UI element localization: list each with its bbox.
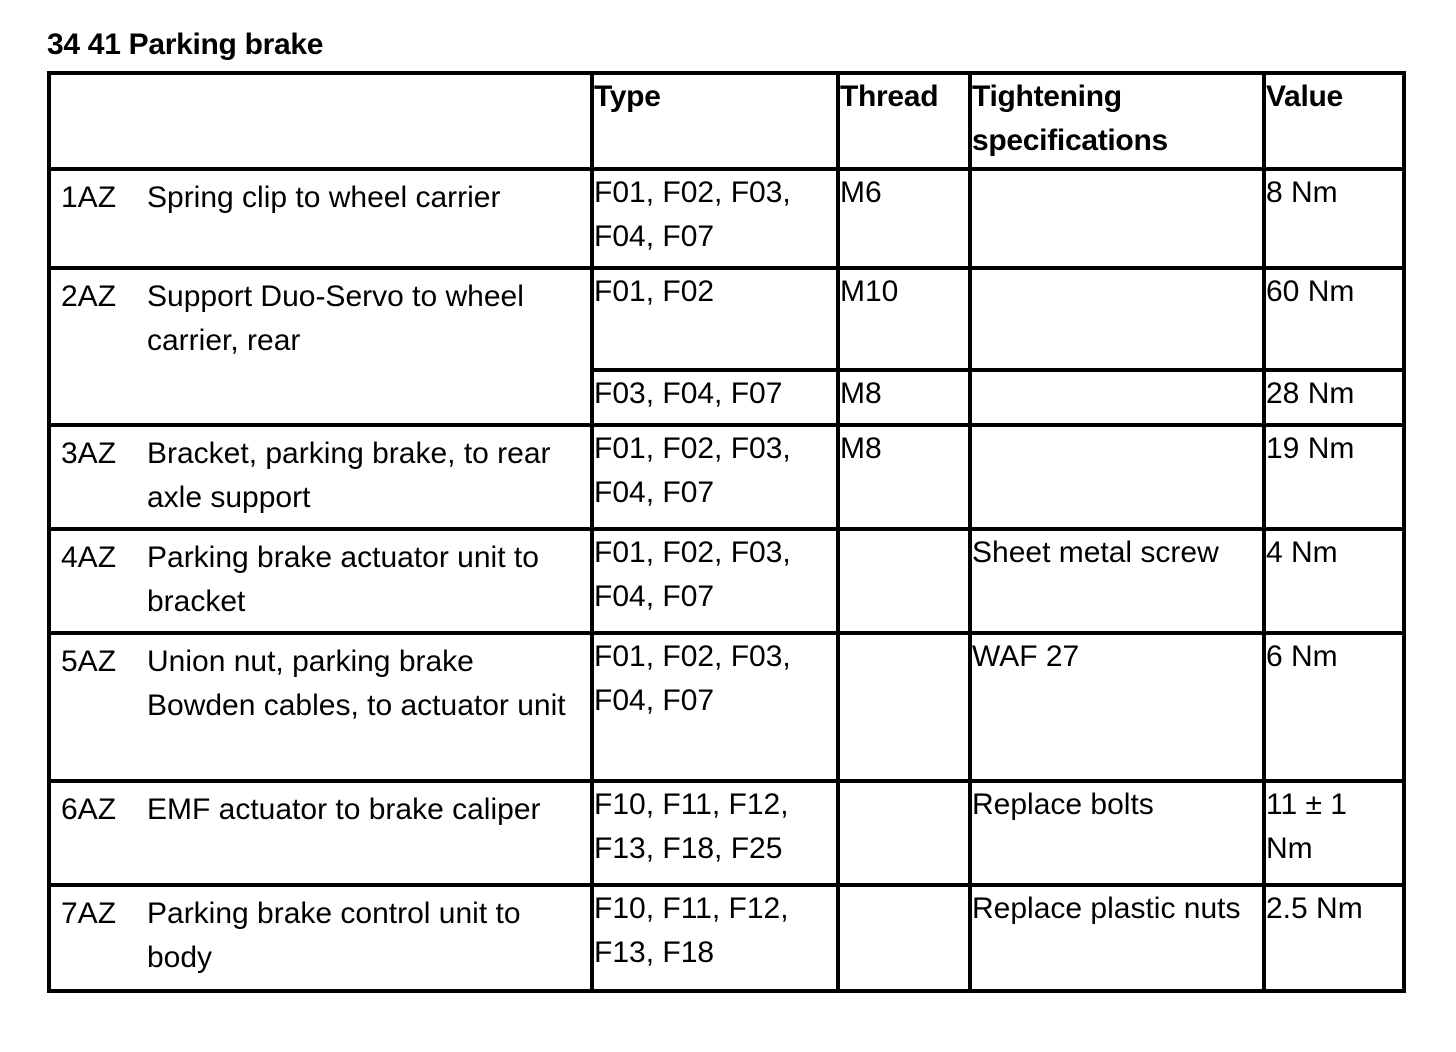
table-row — [49, 169, 1404, 268]
tightening-cell: WAF 27 — [970, 633, 1264, 781]
thread-cell: M8 — [838, 425, 970, 529]
item-cell — [49, 633, 592, 781]
thread-cell — [838, 633, 970, 781]
header-row — [49, 73, 1404, 169]
table-row — [49, 781, 1404, 885]
item-description: Union nut, parking brake Bowden cables, to actuator unit — [147, 645, 566, 722]
type-cell: F03, F04, F07 — [592, 370, 838, 425]
value-cell: 8 Nm — [1264, 169, 1404, 268]
item-cell — [49, 425, 592, 529]
item-id: 5AZ — [61, 645, 117, 678]
torque-spec-table — [47, 71, 1406, 993]
item-id: 3AZ — [61, 437, 117, 470]
value-cell: 11 ± 1 Nm — [1264, 781, 1404, 885]
tightening-cell — [970, 370, 1264, 425]
item-description: EMF actuator to brake caliper — [147, 793, 541, 826]
tightening-cell: Replace plastic nuts — [970, 885, 1264, 991]
value-cell: 60 Nm — [1264, 268, 1404, 370]
item-description: Spring clip to wheel carrier — [147, 181, 501, 214]
type-cell: F01, F02, F03, F04, F07 — [592, 169, 838, 268]
header-tightening: Tightening specifications — [970, 73, 1264, 169]
table-row — [49, 425, 1404, 529]
item-id: 6AZ — [61, 793, 117, 826]
type-cell: F10, F11, F12, F13, F18 — [592, 885, 838, 991]
thread-cell: M10 — [838, 268, 970, 370]
tightening-cell: Replace bolts — [970, 781, 1264, 885]
value-cell: 6 Nm — [1264, 633, 1404, 781]
thread-cell — [838, 885, 970, 991]
item-cell — [49, 268, 592, 425]
header-thread: Thread — [838, 73, 970, 169]
value-cell: 4 Nm — [1264, 529, 1404, 633]
type-cell: F01, F02 — [592, 268, 838, 370]
item-cell — [49, 885, 592, 991]
type-cell: F01, F02, F03, F04, F07 — [592, 425, 838, 529]
header-type: Type — [592, 73, 838, 169]
table-row — [49, 885, 1404, 991]
thread-cell: M6 — [838, 169, 970, 268]
header-value: Value — [1264, 73, 1404, 169]
tightening-cell — [970, 268, 1264, 370]
item-id: 4AZ — [61, 541, 117, 574]
item-id: 2AZ — [61, 280, 117, 313]
thread-cell: M8 — [838, 370, 970, 425]
table-row — [49, 268, 1404, 370]
thread-cell — [838, 781, 970, 885]
type-cell: F01, F02, F03, F04, F07 — [592, 633, 838, 781]
page-title: 34 41 Parking brake — [47, 28, 324, 61]
value-cell: 28 Nm — [1264, 370, 1404, 425]
type-cell: F01, F02, F03, F04, F07 — [592, 529, 838, 633]
tightening-cell: Sheet metal screw — [970, 529, 1264, 633]
value-cell: 19 Nm — [1264, 425, 1404, 529]
tightening-cell — [970, 169, 1264, 268]
table-row — [49, 529, 1404, 633]
item-cell — [49, 781, 592, 885]
item-description: Parking brake control unit to body — [147, 897, 521, 974]
item-id: 7AZ — [61, 897, 117, 930]
item-cell — [49, 529, 592, 633]
item-description: Parking brake actuator unit to bracket — [147, 541, 539, 618]
tightening-cell — [970, 425, 1264, 529]
item-description: Bracket, parking brake, to rear axle support — [147, 437, 551, 514]
table-row — [49, 633, 1404, 781]
thread-cell — [838, 529, 970, 633]
type-cell: F10, F11, F12, F13, F18, F25 — [592, 781, 838, 885]
header-item-blank — [49, 73, 592, 169]
item-cell — [49, 169, 592, 268]
item-description: Support Duo-Servo to wheel carrier, rear — [147, 280, 524, 357]
item-id: 1AZ — [61, 181, 117, 214]
value-cell: 2.5 Nm — [1264, 885, 1404, 991]
